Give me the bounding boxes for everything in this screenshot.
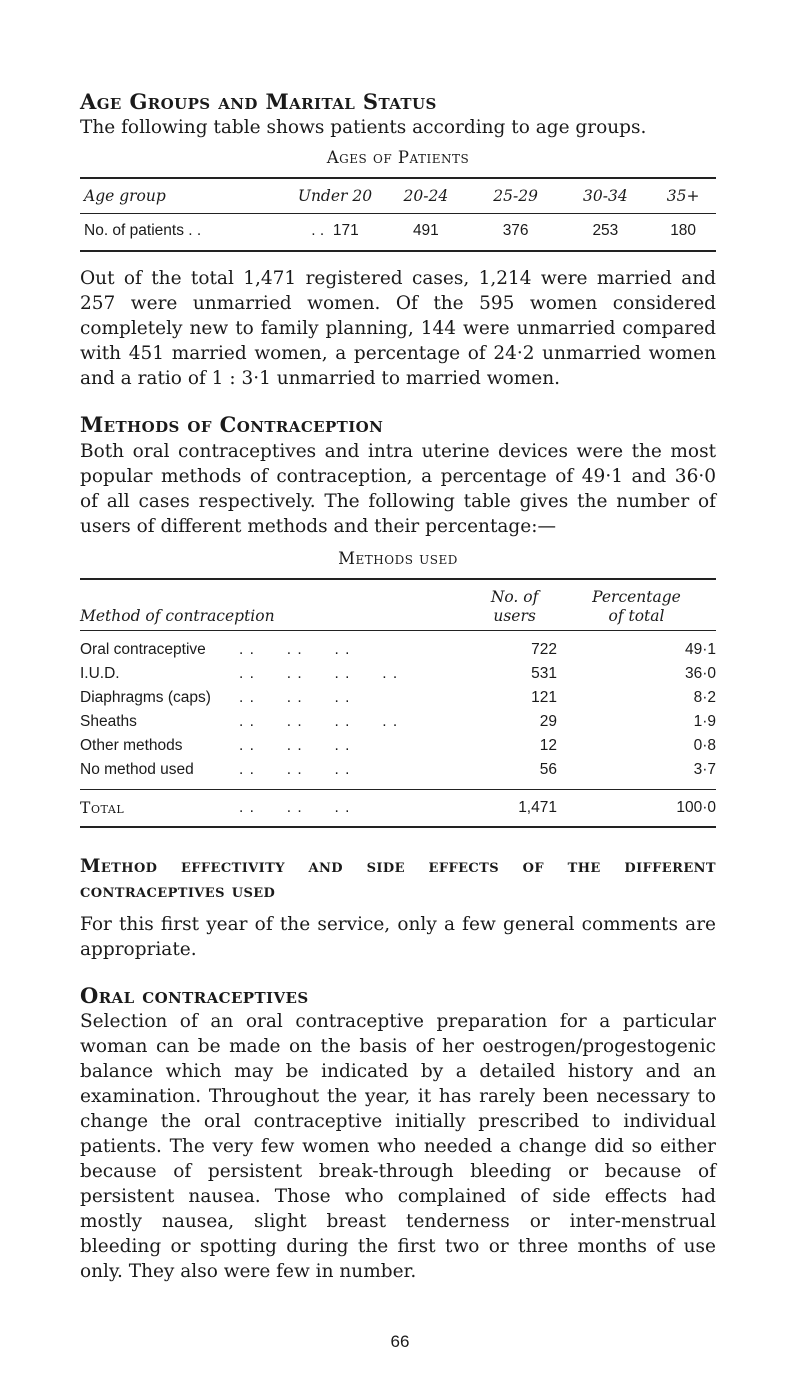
value-under-20: . . 171 xyxy=(289,214,381,252)
methods-used-table xyxy=(80,578,716,828)
methods-paragraph: Both oral contraceptives and intra uterine devices were the most popular methods of contraception, a percentage of 49·1 and 36·0 of all cases respectively. The following table gives the number of users of different methods and their percentage:— xyxy=(80,440,716,537)
age-intro-text: The following table shows patients according to age groups. xyxy=(80,117,647,139)
section-heading-age-groups: Age Groups and Marital Status xyxy=(80,89,437,114)
methods-table-header-row xyxy=(80,579,716,631)
table-row xyxy=(80,734,716,758)
table-row xyxy=(80,662,716,686)
method-percentage: 1·9 xyxy=(693,712,716,730)
method-users: 531 xyxy=(531,664,557,682)
methods-table-caption: Methods used xyxy=(338,548,458,568)
table-row xyxy=(80,710,716,734)
header-percentage xyxy=(557,579,716,631)
method-users: 29 xyxy=(539,712,557,730)
method-name: Diaphragms (caps) xyxy=(80,688,211,706)
leader-dots: . . . . . . xyxy=(239,789,472,827)
method-users: 722 xyxy=(531,640,557,658)
table-row xyxy=(80,758,716,790)
table-row xyxy=(80,214,716,252)
method-name: Sheaths xyxy=(80,712,137,730)
leader-dots: . . . . . . . . xyxy=(239,664,399,682)
header-users xyxy=(472,579,557,631)
method-percentage: 0·8 xyxy=(693,736,716,754)
method-name: I.U.D. xyxy=(80,664,120,682)
header-pct-line2: of total xyxy=(608,606,665,625)
method-name: Other methods xyxy=(80,736,183,754)
value-25-29: 376 xyxy=(471,214,561,252)
total-users: 1,471 xyxy=(472,789,557,827)
section-heading-effectivity: Method effectivity and side effects of the different contraceptives used xyxy=(80,855,716,902)
value-30-34: 253 xyxy=(561,214,651,252)
ages-of-patients-table xyxy=(80,177,716,252)
leader-dots: . . . . . . xyxy=(239,758,472,790)
ages-table-header-row xyxy=(80,178,716,214)
leader-dots: . . . . . . xyxy=(239,736,351,754)
page-number: 66 xyxy=(390,1332,410,1351)
row-label-patients: No. of patients . . xyxy=(80,214,289,252)
header-35-plus: 35+ xyxy=(650,178,716,214)
table-row xyxy=(80,630,716,662)
header-under-20: Under 20 xyxy=(289,178,381,214)
method-name: Oral contraceptive xyxy=(80,640,206,658)
header-30-34: 30-34 xyxy=(561,178,651,214)
method-name: No method used xyxy=(80,758,239,790)
method-users: 56 xyxy=(472,758,557,790)
leader-dots: . . . . . . xyxy=(239,640,351,658)
section-heading-methods: Methods of Contraception xyxy=(80,412,384,438)
marital-status-paragraph: Out of the total 1,471 registered cases, 1,214 were married and 257 were unmarried women. Of the 595 women considered completely new to family planning, 144 were unmarried compared with 451 married women, a percentage of 24·2 unmarried women and a ratio of 1 : 3·1 unmarried to married women. xyxy=(80,268,716,390)
value-20-24: 491 xyxy=(381,214,471,252)
oral-contraceptives-paragraph: Selection of an oral contraceptive preparation for a particular woman can be made on the basis of her oestrogen/progestogenic balance which may be indicated by a detailed history and an examination. Throughout the year, it has rarely been necessary to change the oral contraceptive initially prescribed to individual patients. The very few women who needed a change did so either because of persistent break-through bleeding or because of persistent nausea. Those who complained of side effects had mostly nausea, slight breast tenderness or inter-menstrual bleeding or spotting during the first two or three months of use only. They also were few in number. xyxy=(80,1010,716,1282)
header-users-line2: users xyxy=(493,606,536,625)
header-method: Method of contraception xyxy=(80,579,472,631)
method-users: 121 xyxy=(531,688,557,706)
header-age-group: Age group xyxy=(80,178,289,214)
table-row xyxy=(80,686,716,710)
header-users-line1: No. of xyxy=(490,587,539,606)
method-percentage: 36·0 xyxy=(684,664,716,682)
effectivity-paragraph: For this first year of the service, only a few general comments are appropriate. xyxy=(80,913,716,960)
document-page xyxy=(80,88,716,1284)
total-row xyxy=(80,789,716,827)
header-25-29: 25-29 xyxy=(471,178,561,214)
ages-table-caption: Ages of Patients xyxy=(326,148,470,168)
leader-dots: . . . . . . xyxy=(239,688,351,706)
total-label: Total xyxy=(80,789,239,827)
method-percentage: 8·2 xyxy=(693,688,716,706)
method-users: 12 xyxy=(539,736,557,754)
header-pct-line1: Percentage xyxy=(592,587,681,606)
method-percentage: 49·1 xyxy=(684,640,716,658)
method-percentage: 3·7 xyxy=(557,758,716,790)
total-percentage: 100·0 xyxy=(557,789,716,827)
value-35-plus: 180 xyxy=(650,214,716,252)
section-heading-oral-contraceptives: Oral contraceptives xyxy=(80,982,309,1008)
leader-dots: . . . . . . . . xyxy=(239,712,399,730)
header-20-24: 20-24 xyxy=(381,178,471,214)
